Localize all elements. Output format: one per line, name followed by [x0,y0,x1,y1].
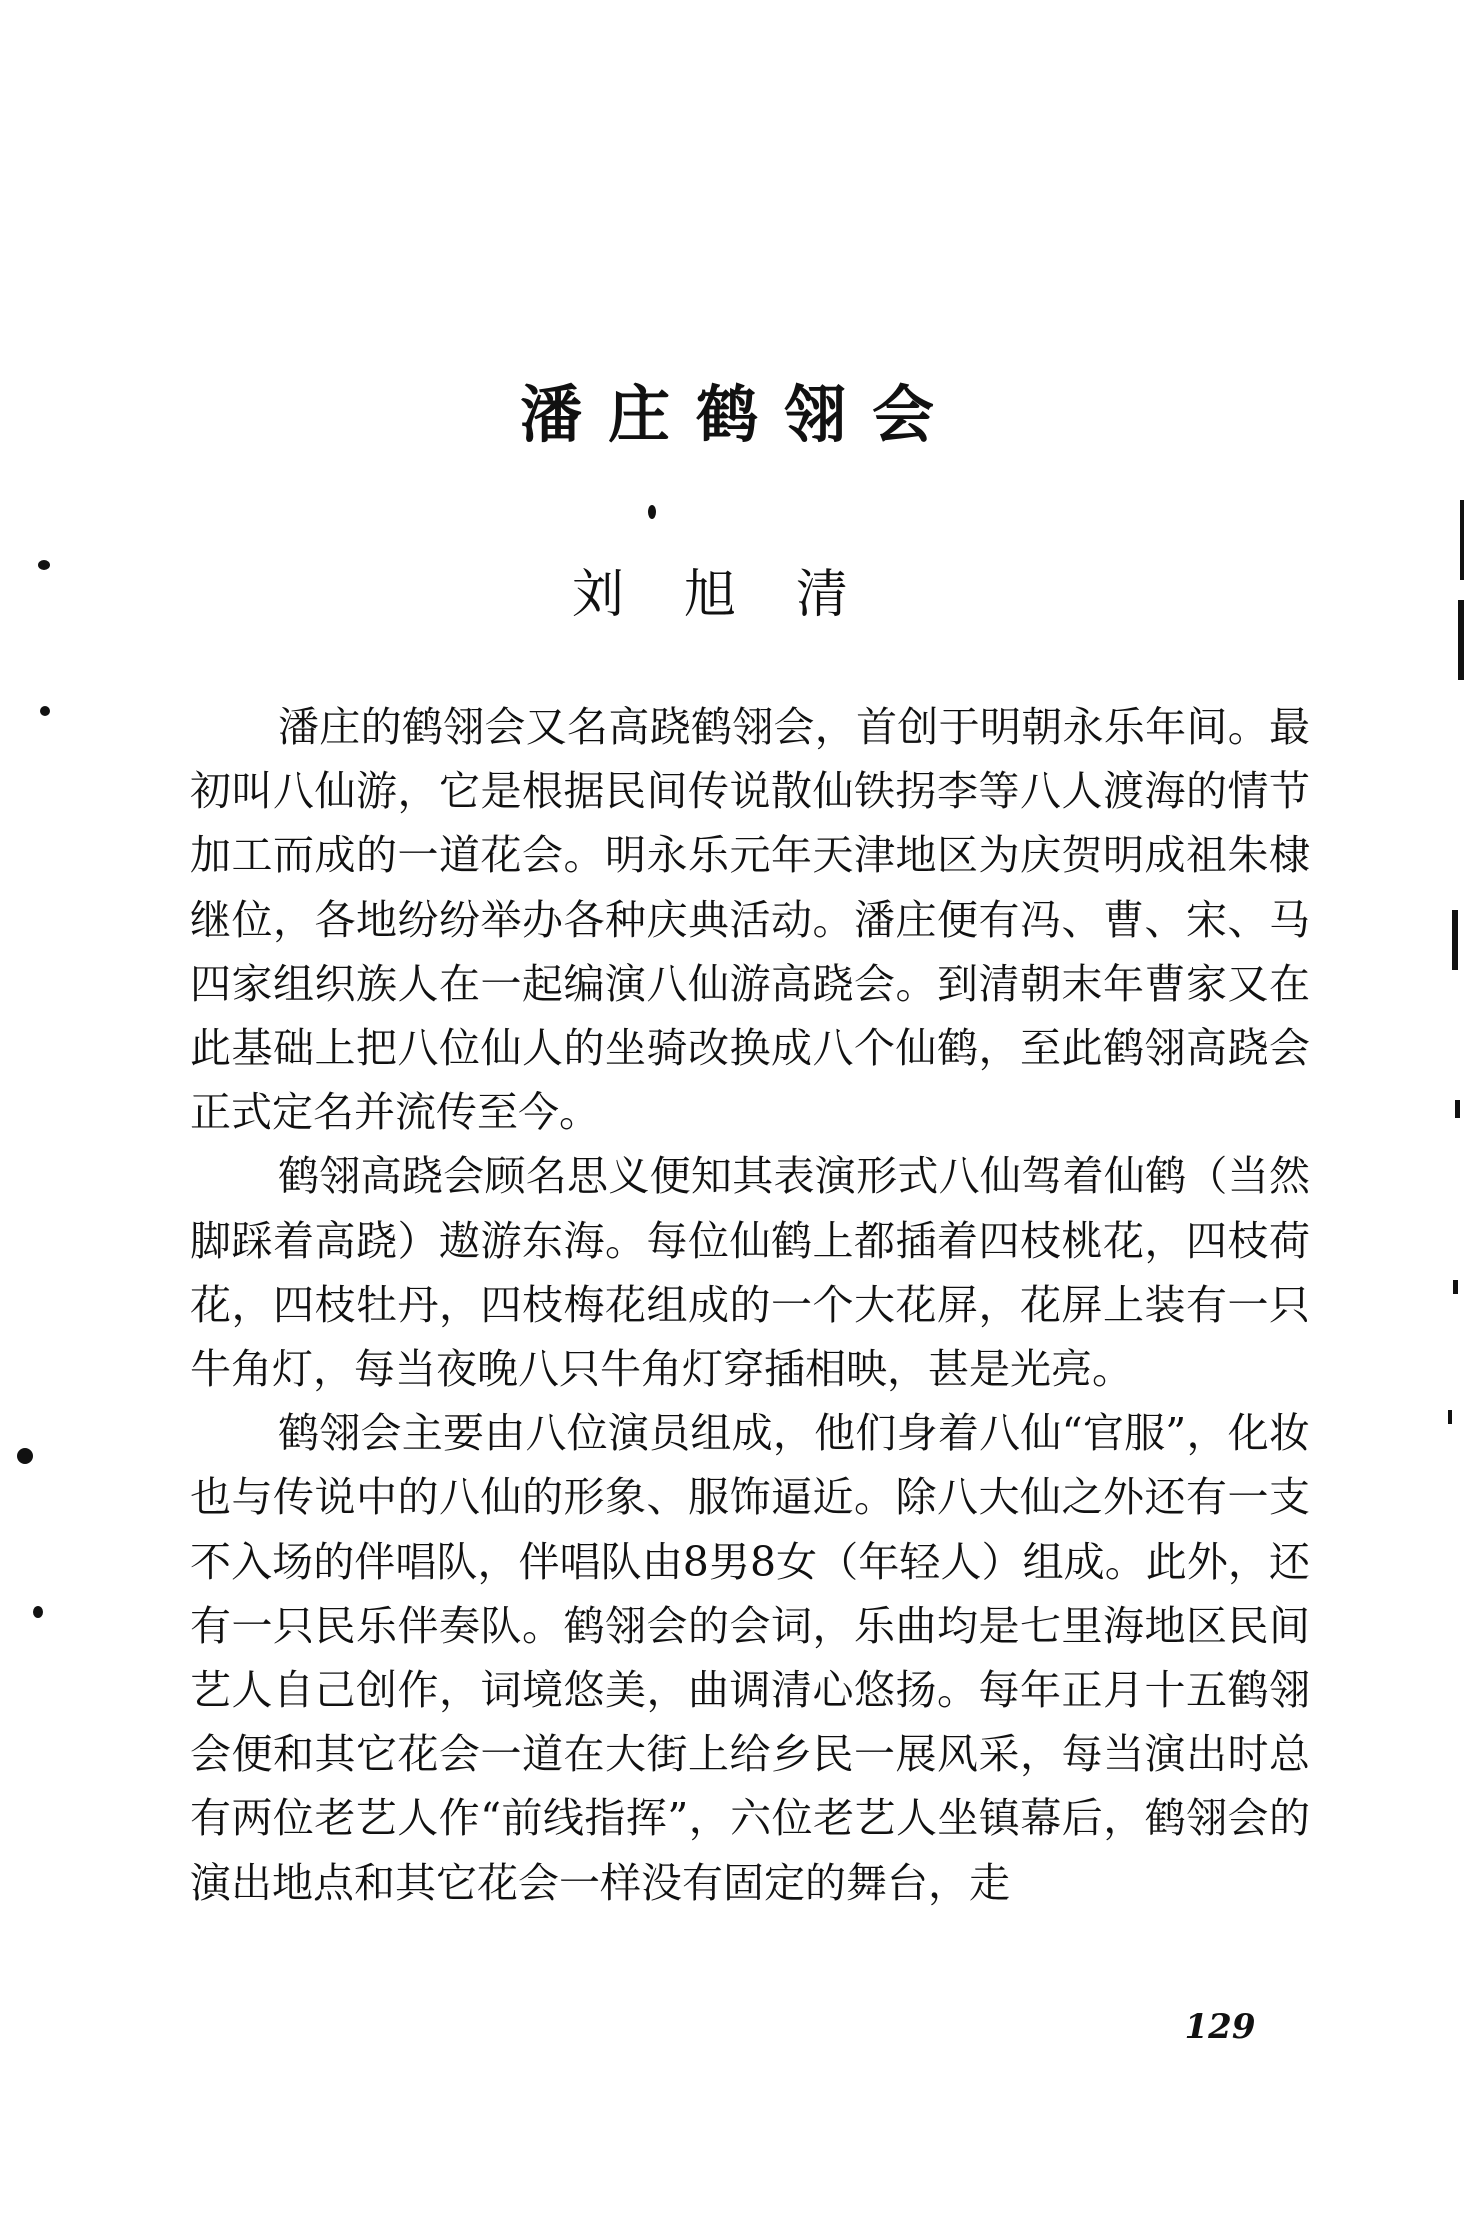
scan-edge-mark [1458,600,1464,680]
article-body [190,695,1310,1915]
scan-edge-mark [1455,1100,1460,1118]
page-number: 129 [1184,2007,1256,2047]
paragraph: 鹤翎会主要由八位演员组成，他们身着八仙“官服”，化妆也与传说中的八仙的形象、服饰逼近。除八大仙之外还有一支不入场的伴唱队，伴唱队由8男8女（年轻人）组成。此外，还有一只民乐伴奏队。鹤翎会的会词，乐曲均是七里海地区民间艺人自己创作，词境悠美，曲调清心悠扬。每年正月十五鹤翎会便和其它花会一道在大街上给乡民一展风采，每当演出时总有两位老艺人作“前线指挥”，六位老艺人坐镇幕后，鹤翎会的演出地点和其它花会一样没有固定的舞台，走 [190,1409,1310,1907]
author-name: 刘旭清 [571,565,908,625]
scan-edge-mark [1460,500,1464,580]
scan-speck [648,505,656,519]
paragraph: 鹤翎高跷会顾名思义便知其表演形式八仙驾着仙鹤（当然脚踩着高跷）遨游东海。每位仙鹤上都插着四枝桃花，四枝荷花，四枝牡丹，四枝梅花组成的一个大花屏，花屏上装有一只牛角灯，每当夜晚八只牛角灯穿插相映，甚是光亮。 [190,1152,1310,1394]
scan-speck [38,560,50,570]
scan-edge-mark [1452,910,1458,970]
article-title: 潘庄鹤翎会 [519,378,960,451]
scan-edge-mark [1448,1410,1452,1424]
scan-speck [40,706,50,716]
scan-edge-mark [1453,1280,1458,1294]
scan-speck [33,1606,43,1618]
paragraph: 潘庄的鹤翎会又名高跷鹤翎会，首创于明朝永乐年间。最初叫八仙游，它是根据民间传说散仙铁拐李等八人渡海的情节加工而成的一道花会。明永乐元年天津地区为庆贺明成祖朱棣继位，各地纷纷举办各种庆典活动。潘庄便有冯、曹、宋、马四家组织族人在一起编演八仙游高跷会。到清朝末年曹家又在此基础上把八位仙人的坐骑改换成八个仙鹤，至此鹤翎高跷会正式定名并流传至今。 [190,703,1310,1137]
scan-speck [17,1448,33,1464]
